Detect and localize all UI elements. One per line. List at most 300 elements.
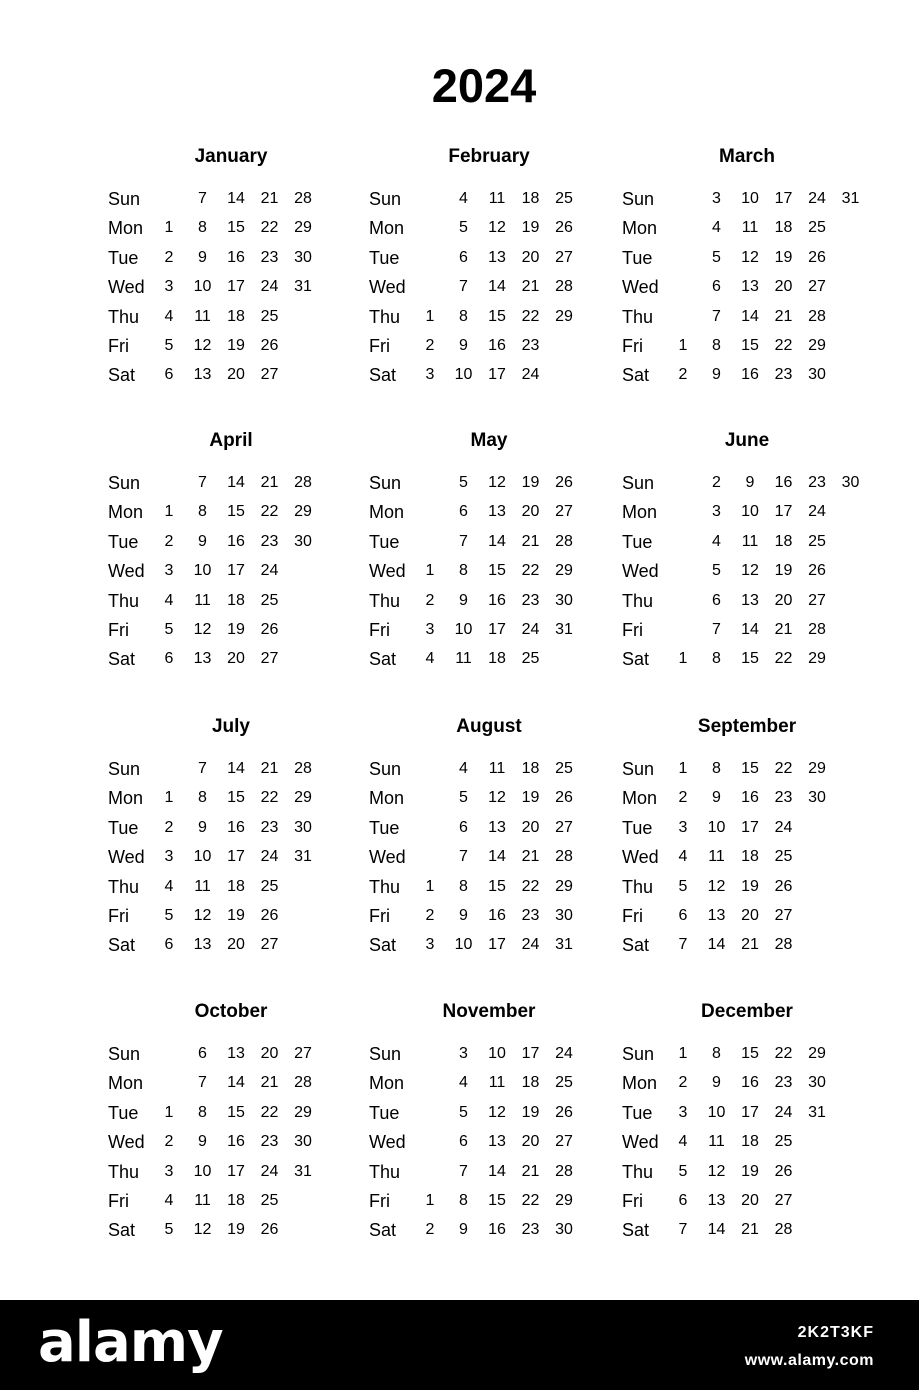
date-cell: 21 xyxy=(260,1074,279,1092)
date-cell: 30 xyxy=(294,532,312,550)
date-cell: 31 xyxy=(555,936,573,954)
date-cell: 18 xyxy=(227,307,245,325)
weekday-label: Sun xyxy=(622,473,655,493)
date-cell: 9 xyxy=(712,366,721,384)
date-cell: 15 xyxy=(227,219,245,237)
weekday-label: Thu xyxy=(369,590,401,611)
date-cell: 2 xyxy=(678,1074,688,1092)
date-cell: 19 xyxy=(521,1103,540,1121)
weekday-label: Fri xyxy=(622,336,643,356)
weekday-label: Mon xyxy=(622,788,658,809)
date-cell: 4 xyxy=(164,307,174,325)
date-cell: 29 xyxy=(808,760,826,777)
date-cell: 26 xyxy=(808,562,826,580)
date-cell: 26 xyxy=(774,877,793,895)
date-cell: 1 xyxy=(678,760,688,777)
date-cell: 26 xyxy=(555,789,573,807)
date-cell: 8 xyxy=(459,1192,468,1209)
month-block xyxy=(369,430,629,680)
weekday-label: Thu xyxy=(108,1161,140,1182)
date-cell: 21 xyxy=(774,307,793,325)
date-cell: 27 xyxy=(260,936,279,954)
date-cell: 18 xyxy=(227,1192,245,1209)
date-cell: 27 xyxy=(260,366,279,384)
date-cell: 26 xyxy=(260,1221,279,1239)
date-cell: 15 xyxy=(741,650,759,668)
date-cell: 17 xyxy=(741,818,759,836)
month-name: April xyxy=(209,430,253,451)
date-cell: 15 xyxy=(741,1045,759,1062)
date-cell: 17 xyxy=(488,936,506,954)
date-cell: 21 xyxy=(260,474,279,491)
date-cell: 11 xyxy=(741,219,759,237)
weekday-label: Thu xyxy=(622,1161,654,1182)
weekday-label: Fri xyxy=(622,620,643,640)
date-cell: 24 xyxy=(521,621,540,638)
date-cell: 21 xyxy=(774,621,793,638)
date-cell: 2 xyxy=(678,366,688,384)
date-cell: 20 xyxy=(521,818,540,836)
weekday-label: Sun xyxy=(369,189,402,209)
date-cell: 30 xyxy=(841,474,860,491)
date-cell: 8 xyxy=(198,789,207,807)
date-cell: 29 xyxy=(808,650,826,668)
date-cell: 19 xyxy=(774,248,793,266)
date-cell: 8 xyxy=(459,307,468,325)
date-cell: 30 xyxy=(294,248,312,266)
date-cell: 12 xyxy=(193,907,212,924)
date-cell: 13 xyxy=(488,503,506,521)
date-cell: 5 xyxy=(678,877,688,895)
date-cell: 8 xyxy=(712,650,721,668)
weekday-label: Wed xyxy=(369,277,406,298)
weekday-label: Sun xyxy=(369,1044,402,1064)
date-cell: 14 xyxy=(488,278,506,296)
date-cell: 7 xyxy=(712,621,721,638)
date-cell: 12 xyxy=(707,1162,726,1180)
date-cell: 5 xyxy=(164,1221,174,1239)
date-cell: 21 xyxy=(260,760,279,777)
weekday-label: Thu xyxy=(622,590,654,611)
date-cell: 13 xyxy=(488,248,506,266)
weekday-label: Mon xyxy=(108,502,144,523)
date-cell: 16 xyxy=(774,474,793,491)
date-cell: 21 xyxy=(521,278,540,296)
date-cell: 10 xyxy=(454,936,473,954)
date-cell: 30 xyxy=(808,1074,826,1092)
date-cell: 28 xyxy=(555,1162,573,1180)
date-cell: 22 xyxy=(521,877,540,895)
date-cell: 16 xyxy=(488,907,506,924)
date-cell: 7 xyxy=(459,278,468,296)
date-cell: 1 xyxy=(164,219,174,237)
date-cell: 13 xyxy=(707,907,726,924)
date-cell: 27 xyxy=(555,818,573,836)
date-cell: 17 xyxy=(227,1162,245,1180)
weekday-label: Mon xyxy=(108,218,144,239)
date-cell: 25 xyxy=(260,877,279,895)
weekday-label: Sun xyxy=(369,473,402,493)
weekday-label: Tue xyxy=(622,247,653,268)
date-cell: 28 xyxy=(555,278,573,296)
weekday-label: Sun xyxy=(622,189,655,209)
date-cell: 23 xyxy=(808,474,826,491)
date-cell: 8 xyxy=(712,760,721,777)
date-cell: 10 xyxy=(454,366,473,384)
date-cell: 5 xyxy=(459,219,468,237)
date-cell: 16 xyxy=(227,1133,245,1151)
date-cell: 16 xyxy=(227,532,245,550)
date-cell: 22 xyxy=(774,650,793,668)
date-cell: 20 xyxy=(774,591,793,609)
date-cell: 13 xyxy=(741,591,759,609)
date-cell: 22 xyxy=(260,503,279,521)
date-cell: 21 xyxy=(741,1221,759,1239)
date-cell: 3 xyxy=(425,366,435,384)
date-cell: 31 xyxy=(808,1103,826,1121)
date-cell: 6 xyxy=(459,1133,468,1151)
date-cell: 16 xyxy=(488,1221,506,1239)
date-cell: 29 xyxy=(808,337,826,354)
date-cell: 20 xyxy=(521,503,540,521)
date-cell: 25 xyxy=(260,307,279,325)
weekday-label: Thu xyxy=(108,590,140,611)
date-cell: 22 xyxy=(260,789,279,807)
weekday-label: Fri xyxy=(108,1191,129,1211)
date-cell: 12 xyxy=(741,562,759,580)
date-cell: 14 xyxy=(741,307,759,325)
date-cell: 27 xyxy=(774,1192,793,1209)
weekday-label: Tue xyxy=(108,817,139,838)
date-cell: 3 xyxy=(678,818,688,836)
date-cell: 26 xyxy=(260,907,279,924)
date-cell: 20 xyxy=(227,650,245,668)
date-cell: 24 xyxy=(260,562,279,580)
date-cell: 2 xyxy=(164,248,174,266)
date-cell: 27 xyxy=(555,503,573,521)
date-cell: 29 xyxy=(294,1103,312,1121)
date-cell: 23 xyxy=(521,907,540,924)
date-cell: 4 xyxy=(164,591,174,609)
date-cell: 30 xyxy=(555,1221,573,1239)
weekday-label: Wed xyxy=(622,561,659,582)
date-cell: 23 xyxy=(774,789,793,807)
date-cell: 27 xyxy=(260,650,279,668)
date-cell: 3 xyxy=(164,278,174,296)
weekday-label: Mon xyxy=(622,218,658,239)
month-name: August xyxy=(456,716,522,737)
date-cell: 6 xyxy=(459,503,468,521)
date-cell: 25 xyxy=(808,532,826,550)
date-cell: 6 xyxy=(712,591,721,609)
date-cell: 18 xyxy=(227,591,245,609)
date-cell: 22 xyxy=(774,1045,793,1062)
date-cell: 19 xyxy=(741,1162,759,1180)
footer-url: www.alamy.com xyxy=(744,1352,874,1369)
month-name: January xyxy=(194,146,268,167)
weekday-label: Thu xyxy=(369,306,401,327)
date-cell: 7 xyxy=(712,307,721,325)
weekday-label: Mon xyxy=(622,1073,658,1094)
date-cell: 15 xyxy=(741,337,759,354)
weekday-label: Fri xyxy=(108,906,129,926)
date-cell: 29 xyxy=(555,562,573,580)
weekday-label: Tue xyxy=(622,1102,653,1123)
date-cell: 18 xyxy=(521,760,540,777)
month-block xyxy=(369,716,629,966)
date-cell: 31 xyxy=(294,848,312,866)
month-block xyxy=(108,716,368,966)
date-cell: 10 xyxy=(193,562,212,580)
weekday-label: Thu xyxy=(622,306,654,327)
date-cell: 3 xyxy=(459,1045,468,1062)
date-cell: 12 xyxy=(193,621,212,638)
month-name: September xyxy=(697,716,797,737)
date-cell: 14 xyxy=(488,848,506,866)
date-cell: 16 xyxy=(227,818,245,836)
date-cell: 7 xyxy=(678,936,688,954)
date-cell: 17 xyxy=(774,190,793,207)
weekday-label: Fri xyxy=(622,906,643,926)
date-cell: 27 xyxy=(555,248,573,266)
date-cell: 2 xyxy=(425,907,435,924)
weekday-label: Sat xyxy=(108,365,136,386)
date-cell: 17 xyxy=(488,621,506,638)
date-cell: 28 xyxy=(294,474,312,491)
date-cell: 7 xyxy=(198,190,207,207)
date-cell: 22 xyxy=(521,307,540,325)
date-cell: 5 xyxy=(164,907,174,924)
weekday-label: Fri xyxy=(369,620,390,640)
weekday-label: Thu xyxy=(108,876,140,897)
date-cell: 2 xyxy=(425,337,435,354)
weekday-label: Thu xyxy=(622,876,654,897)
date-cell: 22 xyxy=(774,760,793,777)
weekday-label: Wed xyxy=(108,1132,145,1153)
date-cell: 24 xyxy=(521,366,540,384)
weekday-label: Tue xyxy=(369,817,400,838)
date-cell: 9 xyxy=(459,337,468,354)
date-cell: 1 xyxy=(678,650,688,668)
date-cell: 24 xyxy=(260,278,279,296)
date-cell: 19 xyxy=(774,562,793,580)
date-cell: 7 xyxy=(198,760,207,777)
date-cell: 11 xyxy=(708,1133,725,1151)
date-cell: 22 xyxy=(774,337,793,354)
weekday-label: Wed xyxy=(622,277,659,298)
date-cell: 17 xyxy=(227,562,245,580)
date-cell: 26 xyxy=(555,219,573,237)
date-cell: 11 xyxy=(741,532,759,550)
date-cell: 23 xyxy=(260,818,279,836)
date-cell: 11 xyxy=(488,1074,506,1092)
date-cell: 8 xyxy=(459,877,468,895)
date-cell: 3 xyxy=(164,848,174,866)
date-cell: 23 xyxy=(260,532,279,550)
date-cell: 1 xyxy=(425,307,435,325)
date-cell: 17 xyxy=(741,1103,759,1121)
weekday-label: Sat xyxy=(369,365,397,386)
date-cell: 30 xyxy=(294,818,312,836)
date-cell: 30 xyxy=(555,907,573,924)
weekday-label: Thu xyxy=(108,306,140,327)
date-cell: 25 xyxy=(260,1192,279,1209)
date-cell: 6 xyxy=(459,248,468,266)
month-name: May xyxy=(470,430,508,451)
date-cell: 11 xyxy=(194,877,211,895)
date-cell: 24 xyxy=(260,848,279,866)
alamy-logo: alamy xyxy=(38,1310,223,1375)
weekday-label: Sat xyxy=(369,935,397,956)
date-cell: 25 xyxy=(521,650,540,668)
date-cell: 17 xyxy=(227,278,245,296)
date-cell: 28 xyxy=(808,307,826,325)
date-cell: 21 xyxy=(521,848,540,866)
date-cell: 4 xyxy=(459,1074,468,1092)
date-cell: 10 xyxy=(454,621,473,638)
month-block xyxy=(622,716,882,966)
date-cell: 25 xyxy=(774,1133,793,1151)
weekday-label: Mon xyxy=(622,502,658,523)
date-cell: 18 xyxy=(774,219,793,237)
date-cell: 18 xyxy=(227,877,245,895)
weekday-label: Tue xyxy=(369,1102,400,1123)
date-cell: 7 xyxy=(198,1074,207,1092)
weekday-label: Sat xyxy=(108,1220,136,1241)
month-name: March xyxy=(719,146,775,167)
weekday-label: Sat xyxy=(622,935,650,956)
date-cell: 9 xyxy=(198,248,207,266)
date-cell: 7 xyxy=(459,532,468,550)
date-cell: 10 xyxy=(488,1045,506,1062)
weekday-label: Thu xyxy=(369,876,401,897)
date-cell: 6 xyxy=(678,907,688,924)
date-cell: 10 xyxy=(193,278,212,296)
date-cell: 19 xyxy=(227,907,245,924)
weekday-label: Fri xyxy=(108,336,129,356)
date-cell: 4 xyxy=(712,219,721,237)
weekday-label: Sun xyxy=(622,759,655,779)
weekday-label: Wed xyxy=(108,847,145,868)
date-cell: 19 xyxy=(227,1221,245,1239)
date-cell: 9 xyxy=(198,532,207,550)
date-cell: 20 xyxy=(260,1045,279,1062)
image-id: 2K2T3KF xyxy=(797,1324,874,1341)
year-title: 2024 xyxy=(431,59,537,112)
date-cell: 7 xyxy=(198,474,207,491)
date-cell: 18 xyxy=(521,190,540,207)
weekday-label: Wed xyxy=(369,561,406,582)
date-cell: 4 xyxy=(712,532,721,550)
date-cell: 28 xyxy=(294,760,312,777)
date-cell: 4 xyxy=(164,1192,174,1209)
weekday-label: Wed xyxy=(108,277,145,298)
date-cell: 2 xyxy=(678,789,688,807)
date-cell: 14 xyxy=(227,760,245,777)
date-cell: 13 xyxy=(741,278,759,296)
date-cell: 6 xyxy=(198,1045,207,1062)
date-cell: 31 xyxy=(555,621,573,638)
weekday-label: Sun xyxy=(622,1044,655,1064)
date-cell: 16 xyxy=(227,248,245,266)
date-cell: 21 xyxy=(260,190,279,207)
date-cell: 20 xyxy=(741,1192,759,1209)
date-cell: 15 xyxy=(488,562,506,580)
date-cell: 20 xyxy=(227,366,245,384)
date-cell: 2 xyxy=(712,474,721,491)
date-cell: 4 xyxy=(459,190,468,207)
date-cell: 14 xyxy=(488,532,506,550)
weekday-label: Tue xyxy=(622,531,653,552)
date-cell: 22 xyxy=(260,1103,279,1121)
date-cell: 8 xyxy=(459,562,468,580)
weekday-label: Fri xyxy=(622,1191,643,1211)
date-cell: 13 xyxy=(488,1133,506,1151)
date-cell: 21 xyxy=(521,1162,540,1180)
date-cell: 14 xyxy=(227,1074,245,1092)
weekday-label: Sat xyxy=(369,649,397,670)
date-cell: 23 xyxy=(521,591,540,609)
date-cell: 11 xyxy=(708,848,725,866)
date-cell: 14 xyxy=(227,474,245,491)
date-cell: 1 xyxy=(425,877,435,895)
weekday-label: Sat xyxy=(369,1220,397,1241)
date-cell: 5 xyxy=(459,789,468,807)
date-cell: 10 xyxy=(707,818,726,836)
date-cell: 5 xyxy=(678,1162,688,1180)
date-cell: 1 xyxy=(164,1103,174,1121)
date-cell: 21 xyxy=(741,936,759,954)
date-cell: 22 xyxy=(521,562,540,580)
weekday-label: Tue xyxy=(108,1102,139,1123)
date-cell: 22 xyxy=(260,219,279,237)
date-cell: 2 xyxy=(425,1221,435,1239)
date-cell: 13 xyxy=(707,1192,726,1209)
date-cell: 19 xyxy=(227,621,245,638)
date-cell: 17 xyxy=(488,366,506,384)
weekday-label: Fri xyxy=(108,620,129,640)
date-cell: 24 xyxy=(521,936,540,954)
date-cell: 12 xyxy=(488,789,506,807)
weekday-label: Tue xyxy=(369,531,400,552)
date-cell: 19 xyxy=(227,337,245,354)
date-cell: 14 xyxy=(707,936,726,954)
weekday-label: Sat xyxy=(108,649,136,670)
weekday-label: Mon xyxy=(108,1073,144,1094)
date-cell: 20 xyxy=(227,936,245,954)
month-block xyxy=(622,146,882,396)
date-cell: 26 xyxy=(555,1103,573,1121)
date-cell: 15 xyxy=(227,1103,245,1121)
month-block xyxy=(108,146,368,396)
weekday-label: Mon xyxy=(369,218,405,239)
date-cell: 29 xyxy=(294,789,312,807)
date-cell: 14 xyxy=(227,190,245,207)
date-cell: 15 xyxy=(488,877,506,895)
month-name: October xyxy=(194,1001,268,1022)
weekday-label: Sun xyxy=(108,473,141,493)
date-cell: 4 xyxy=(164,877,174,895)
date-cell: 5 xyxy=(164,337,174,354)
date-cell: 25 xyxy=(808,219,826,237)
date-cell: 31 xyxy=(841,190,860,207)
date-cell: 9 xyxy=(712,789,721,807)
month-block xyxy=(369,146,629,396)
weekday-label: Tue xyxy=(108,247,139,268)
date-cell: 16 xyxy=(488,337,506,354)
date-cell: 23 xyxy=(260,1133,279,1151)
weekday-label: Thu xyxy=(369,1161,401,1182)
